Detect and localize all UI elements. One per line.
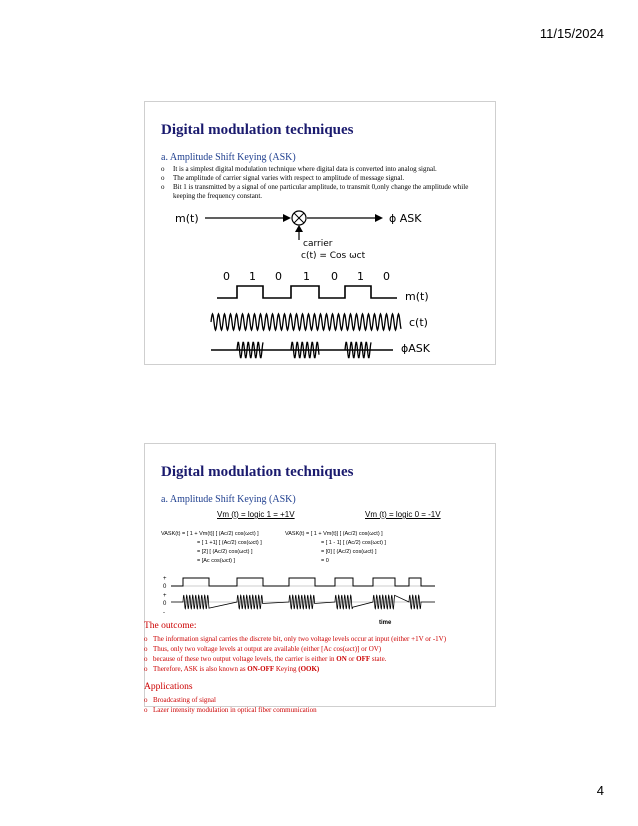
ask-handdrawn-diagram [165,202,485,362]
logic1-heading: Vm (t) = logic 1 = +1V [217,510,295,519]
zero-label: 0 [163,601,167,607]
equation-line: VASK(t) = [ 1 + Vm(t)] [ (Ac/2) cos(ωct) ] [161,531,259,537]
equation-line: = [ 1 - 1] [ (Ac/2) cos(ωct) ] [321,540,386,546]
bullet: o It is a simplest digital modulation technique where digital data is converted into analog signal. [161,165,491,174]
logic1-equations [161,530,262,566]
carrier-wave [211,314,401,330]
ask-label: ϕASK [401,342,430,355]
outcome-item-text: Therefore, ASK is also known as ON-OFF Keying (OOK) [153,665,320,673]
bit-labels [223,270,390,283]
equation-line: = 0 [321,558,329,564]
time-axis-label: time [379,620,392,626]
message-label: m(t) [405,290,429,303]
slide-1-subhead: a. Amplitude Shift Keying (ASK) [161,152,296,163]
slide-1 [144,101,496,365]
output-label: ϕ ASK [389,212,422,225]
equation-line: = [Ac cos(ωct) ] [197,558,236,564]
bit-label: 1 [357,270,364,283]
equation-line: = [0] [ (Ac/2) cos(ωct) ] [321,549,377,555]
applications-title: Applications [144,682,193,692]
plus-label: + [163,593,167,599]
outcome-item [144,664,524,674]
outcome-item: o Thus, only two voltage levels at output are available (either [Ac cos(ωct)] or OV) [144,644,524,654]
applications-list [144,695,524,715]
outcome-title: The outcome: [144,621,197,631]
digital-input-wave [171,578,435,586]
carrier-equation: c(t) = Cos ωct [301,251,366,261]
equation-line: = [ 1 +1] [ (Ac/2) cos(ωct) ] [197,540,262,546]
bit-label: 0 [223,270,230,283]
input-label: m(t) [175,212,199,225]
ask-waveform-plot [159,572,439,628]
bit-label: 1 [249,270,256,283]
message-square-wave [217,286,397,298]
outcome-item-text: because of these two output voltage levels, the carrier is either in ON or OFF state. [153,655,387,663]
bullet: o The amplitude of carrier signal varies with respect to amplitude of message signal. [161,174,491,183]
slide-1-title: Digital modulation techniques [161,122,354,138]
outcome-item [144,654,524,664]
logic0-heading: Vm (t) = logic 0 = -1V [365,510,441,519]
outcome-item: o The information signal carries the discrete bit, only two voltage levels occur at input (either +1V or -1V) [144,634,524,644]
slide-2-subhead: a. Amplitude Shift Keying (ASK) [161,494,296,505]
plus-label: + [163,576,167,582]
slide-2-title: Digital modulation techniques [161,464,354,480]
carrier-wave-label: c(t) [409,316,428,329]
date: 11/15/2024 [539,26,604,41]
carrier-label: carrier [303,239,333,249]
equation-line: VASK(t) = [ 1 + Vm(t)] [ (Ac/2) cos(ωct) ] [285,531,383,537]
slide-1-bullets [161,165,491,201]
bit-label: 0 [275,270,282,283]
logic0-equations [285,530,386,566]
page-number: 4 [596,783,604,798]
application-item: o Broadcasting of signal [144,695,524,705]
outcome-list [144,634,524,674]
application-item: o Lazer intensity modulation in optical fiber communication [144,705,524,715]
bit-label: 0 [383,270,390,283]
minus-label: - [163,610,165,616]
bit-label: 1 [303,270,310,283]
bit-label: 0 [331,270,338,283]
bullet: o Bit 1 is transmitted by a signal of one particular amplitude, to transmit 0,only change the amplitude while keeping the frequency constant. [161,183,491,201]
zero-label: 0 [163,584,167,590]
equation-line: = [2] [ (Ac/2) cos(ωct) ] [197,549,253,555]
